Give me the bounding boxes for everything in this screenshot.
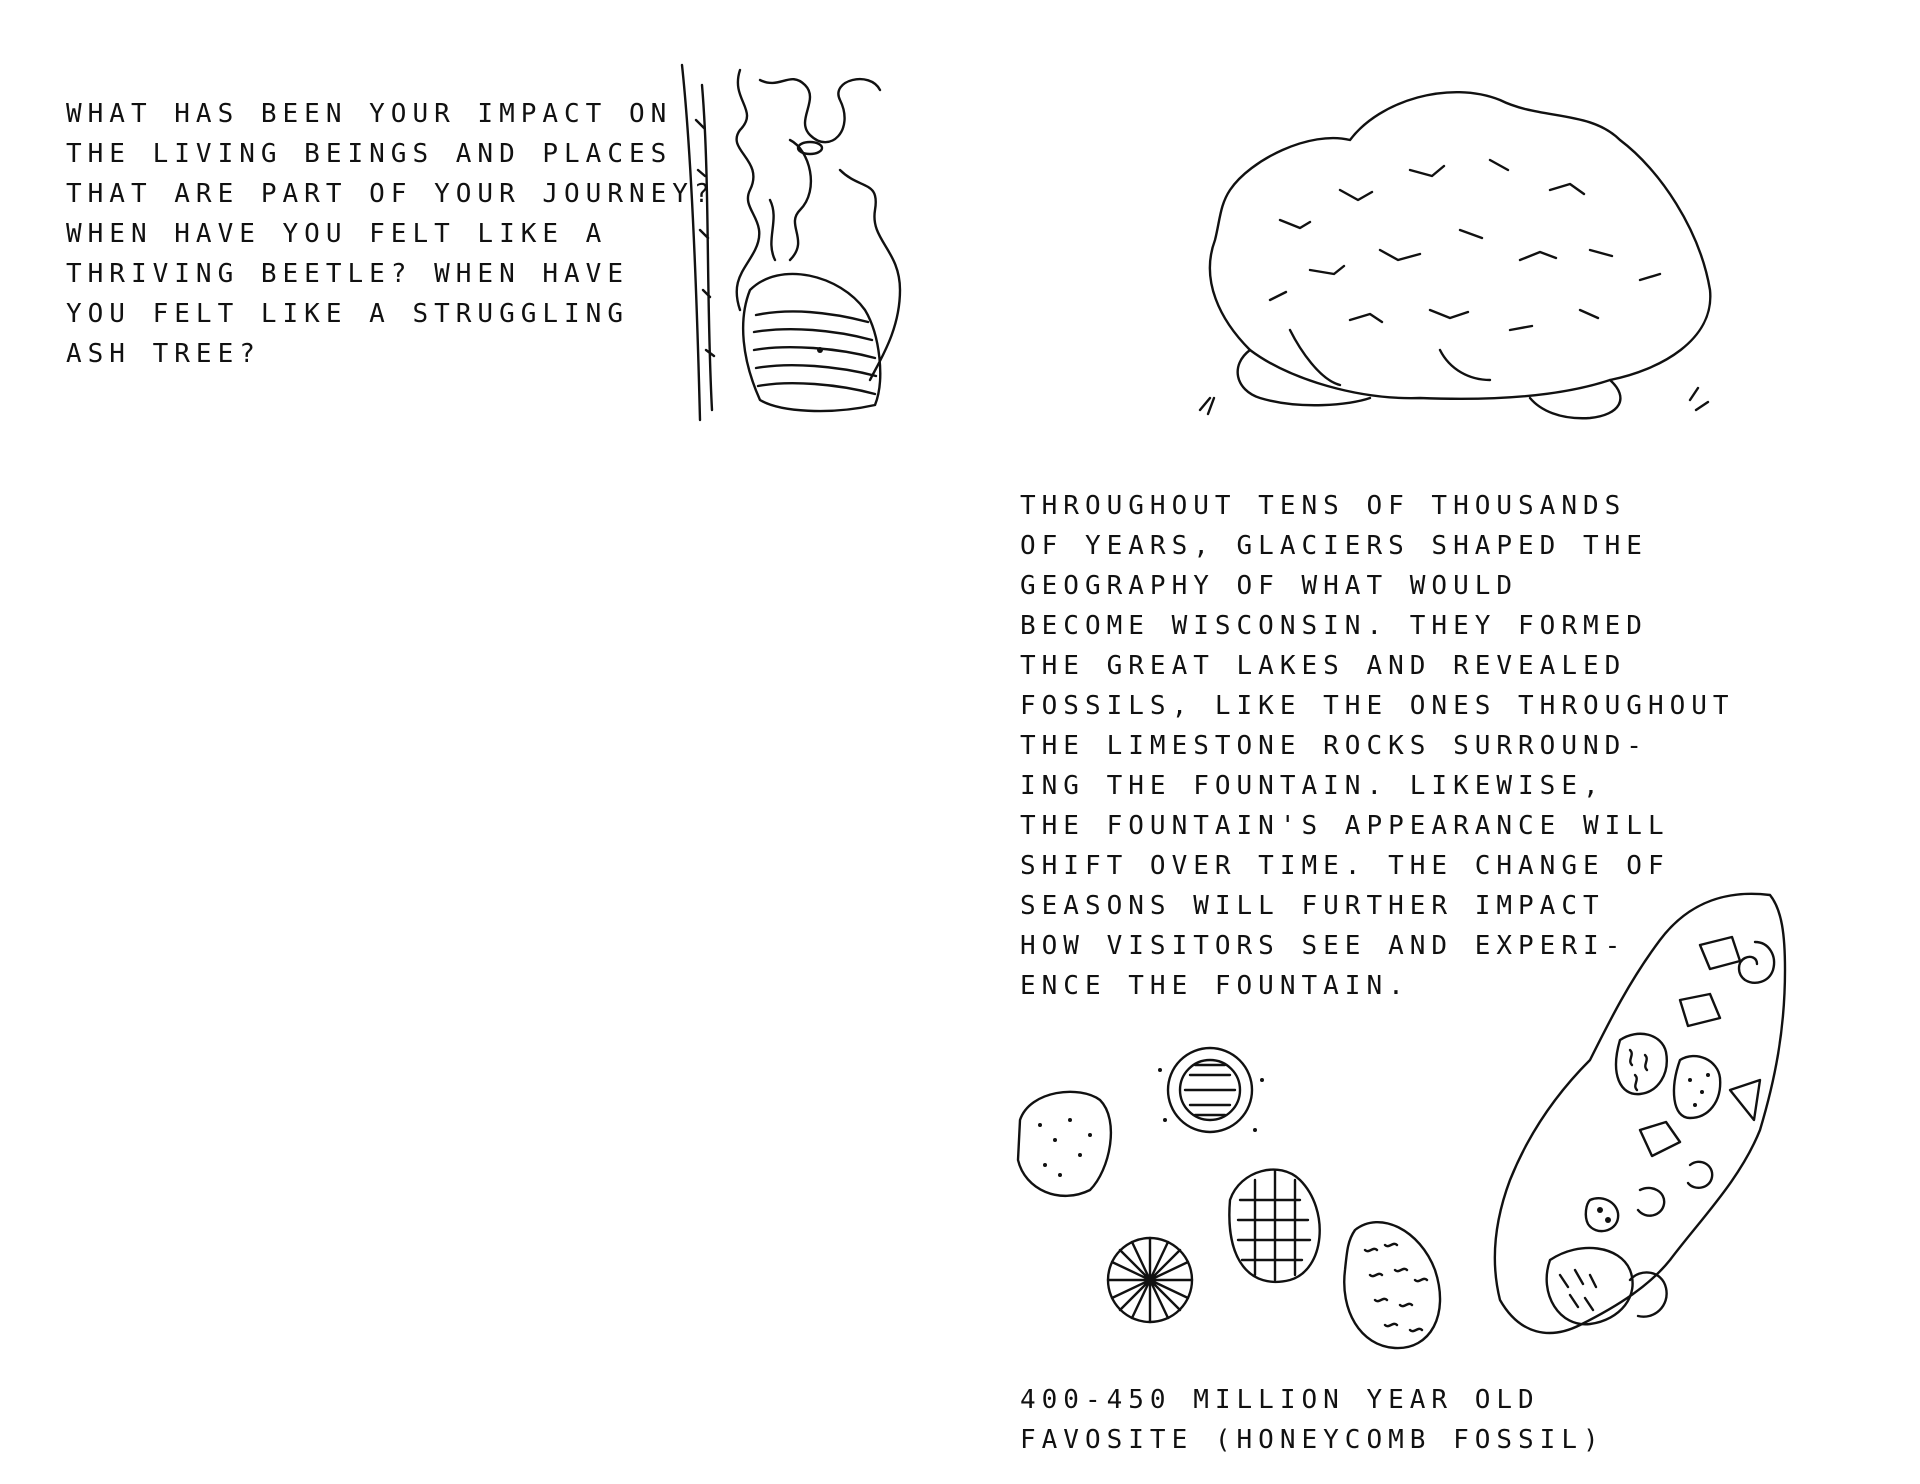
body-line: THE FOUNTAIN'S APPEARANCE WILL — [1020, 811, 1670, 841]
body-line: ING THE FOUNTAIN. LIKEWISE, — [1020, 771, 1605, 801]
caption-line: FAVOSITE (HONEYCOMB FOSSIL) — [1020, 1425, 1605, 1455]
fossil-rock-icon — [1490, 880, 1790, 1350]
body-line: THE GREAT LAKES AND REVEALED — [1020, 651, 1627, 681]
body-line: THE LIMESTONE ROCKS SURROUND- — [1020, 731, 1648, 761]
fossil-caption — [1020, 1380, 1605, 1460]
caption-line: 400-450 MILLION YEAR OLD — [1020, 1385, 1540, 1415]
question-line: THE LIVING BEINGS AND PLACES — [66, 139, 673, 169]
body-line: SEASONS WILL FURTHER IMPACT — [1020, 891, 1605, 921]
body-line: THROUGHOUT TENS OF THOUSANDS — [1020, 491, 1627, 521]
body-line: OF YEARS, GLACIERS SHAPED THE — [1020, 531, 1648, 561]
limestone-boulder-icon — [1190, 80, 1720, 430]
body-line: ENCE THE FOUNTAIN. — [1020, 971, 1410, 1001]
question-line: YOU FELT LIKE A STRUGGLING — [66, 299, 629, 329]
reflection-question — [66, 94, 716, 374]
question-line: WHEN HAVE YOU FELT LIKE A — [66, 219, 608, 249]
question-line: WHAT HAS BEEN YOUR IMPACT ON — [66, 99, 673, 129]
body-line: GEOGRAPHY OF WHAT WOULD — [1020, 571, 1519, 601]
body-line: BECOME WISCONSIN. THEY FORMED — [1020, 611, 1648, 641]
body-line: FOSSILS, LIKE THE ONES THROUGHOUT — [1020, 691, 1735, 721]
question-line: THAT ARE PART OF YOUR JOURNEY? — [66, 179, 716, 209]
question-line: ASH TREE? — [66, 339, 261, 369]
body-line: HOW VISITORS SEE AND EXPERI- — [1020, 931, 1627, 961]
body-line: SHIFT OVER TIME. THE CHANGE OF — [1020, 851, 1670, 881]
ash-tree-trunk-beetle-gallery-icon — [670, 60, 930, 430]
fossil-group-icon — [1000, 1030, 1480, 1360]
question-line: THRIVING BEETLE? WHEN HAVE — [66, 259, 629, 289]
